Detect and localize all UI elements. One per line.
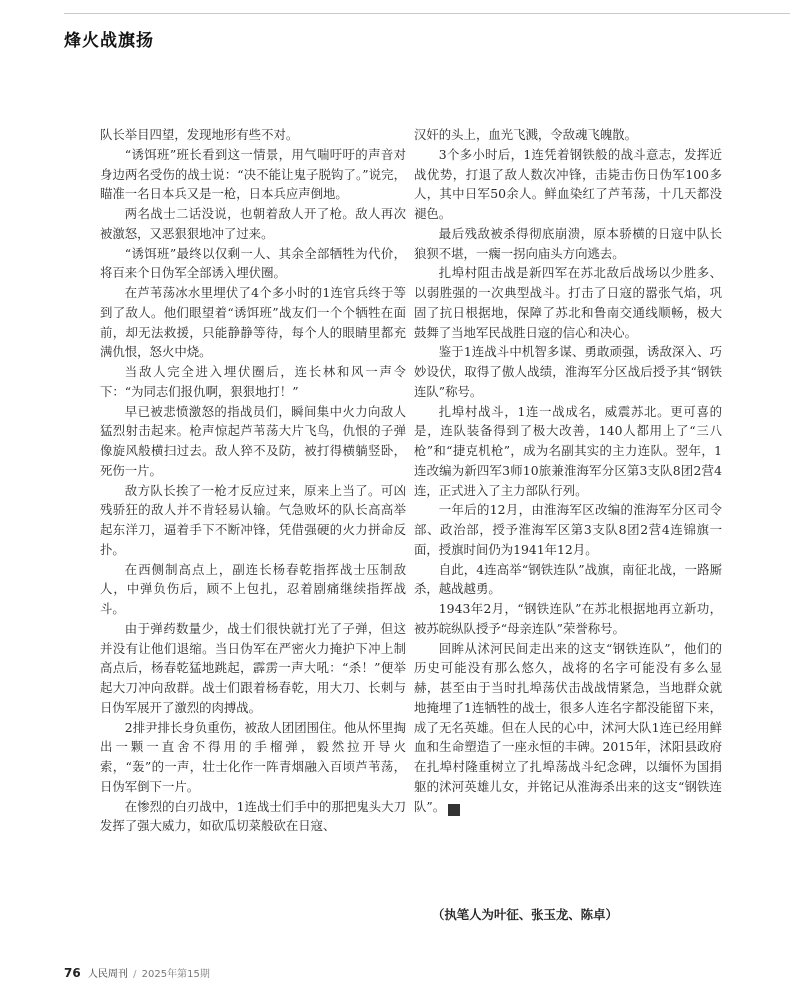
author-byline: （执笔人为叶征、张玉龙、陈卓） (432, 907, 618, 922)
article-paragraph: 3个多小时后，1连凭着钢铁般的战斗意志，发挥近战优势，打退了敌人数次冲锋，击毙击伤日伪军100多人，其中日军50余人。鲜血染红了芦苇荡，十几天都没褪色。 (414, 146, 722, 221)
page-footer (64, 965, 210, 980)
article-column-right (414, 125, 722, 816)
article-paragraph: 1943年2月，“钢铁连队”在苏北根据地再立新功，被苏皖纵队授予“母亲连队”荣誉称号。 (414, 601, 722, 636)
article-paragraph-text: 回眸从沭河民间走出来的这支“钢铁连队”，他们的历史可能没有那么悠久，战将的名字可能没有多么显赫，甚至由于当时扎埠荡伏击战战情紧急，当地群众就地掩埋了1连牺牲的战士，很多人连名字都没能留下来，成了无名英雄。但在人民的心中，沭河大队1连已经用鲜血和生命塑造了一座永恒的丰碑。2015年，沭阳县政府在扎埠村隆重树立了扎埠荡战斗纪念碑，以缅怀为国捐躯的沭河英雄儿女，并铭记从淮海杀出来的这支“钢铁连队”。 (414, 640, 722, 814)
article-paragraph: 一年后的12月，由淮海军区改编的淮海军分区司令部、政治部，授予淮海军区第3支队8团2营4连锦旗一面，授旗时间仍为1941年12月。 (414, 502, 722, 557)
article-paragraph: 扎埠村战斗，1连一战成名，威震苏北。更可喜的是，连队装备得到了极大改善，140人都用上了“三八枪”和“捷克机枪”，成为名副其实的主力连队。翌年，1连改编为新四军3师10旅兼淮海军分区第3支队8团2营4连，正式进入了主力部队行列。 (414, 403, 722, 498)
top-rule (64, 13, 790, 14)
article-paragraph: 队长举目四望，发现地形有些不对。 (100, 127, 299, 142)
article-paragraph: 当敌人完全进入埋伏圈后，连长林和风一声令下：“为同志们报仇啊，狠狠地打！” (100, 364, 406, 399)
article-paragraph: 早已被悲愤激怒的指战员们，瞬间集中火力向敌人猛烈射击起来。枪声惊起芦苇荡大片飞鸟，仇恨的子弹像旋风般横扫过去。敌人猝不及防，被打得横躺竖卧，死伤一片。 (100, 403, 406, 478)
article-end-mark-icon: K (448, 804, 460, 816)
article-paragraph: 2排尹排长身负重伤，被敌人团团围住。他从怀里掏出一颗一直舍不得用的手榴弹，毅然拉开导火索，“轰”的一声，壮士化作一阵青烟融入百顷芦苇荡，日伪军倒下一片。 (100, 719, 406, 794)
article-paragraph: 扎埠村阻击战是新四军在苏北敌后战场以少胜多、以弱胜强的一次典型战斗。打击了日寇的嚣张气焰，巩固了抗日根据地，保障了苏北和鲁南交通线顺畅，极大鼓舞了当地军民战胜日寇的信心和决心。 (414, 265, 722, 340)
article-paragraph-last (414, 639, 722, 817)
page-number: 76 (64, 966, 81, 980)
article-paragraph: “诱饵班”最终以仅剩一人、其余全部牺牲为代价，将百来个日伪军全部诱入埋伏圈。 (100, 245, 406, 281)
article-paragraph: 自此，4连高举“钢铁连队”战旗，南征北战，一路厮杀，越战越勇。 (414, 561, 722, 597)
issue-number: 2025年第15期 (141, 969, 210, 980)
article-paragraph: 在西侧制高点上，副连长杨春乾指挥战士压制敌人，中弹负伤后，顾不上包扎，忍着剧痛继续指挥战斗。 (100, 561, 406, 616)
article-paragraph: 在惨烈的白刃战中，1连战士们手中的那把鬼头大刀发挥了强大威力，如砍瓜切菜般砍在日寇、 (100, 798, 406, 834)
article-paragraph: “诱饵班”班长看到这一情景，用气喘吁吁的声音对身边两名受伤的战士说：“决不能让鬼子脱钩了。”说完，瞄准一名日本兵又是一枪，日本兵应声倒地。 (100, 146, 406, 202)
article-paragraph: 最后残敌被杀得彻底崩溃，原本骄横的日寇中队长狼狈不堪，一瘸一拐向庙头方向逃去。 (414, 225, 722, 261)
article-paragraph: 鉴于1连战斗中机智多谋、勇敢顽强，诱敌深入、巧妙设伏，取得了傲人战绩，淮海军分区战后授予其“钢铁连队”称号。 (414, 344, 722, 399)
article-paragraph: 在芦苇荡冰水里埋伏了4个多小时的1连官兵终于等到了敌人。他们眼望着“诱饵班”战友们一个个牺牲在面前，却无法救援，只能静静等待，每个人的眼睛里都充满仇恨，怒火中烧。 (100, 285, 406, 360)
article-paragraph: 两名战士二话没说，也朝着敌人开了枪。敌人再次被激怒，又恶狠狠地冲了过来。 (100, 206, 406, 241)
article-paragraph: 由于弹药数量少，战士们很快就打光了子弹，但这并没有让他们退缩。当日伪军在严密火力掩护下冲上制高点后，杨春乾猛地跳起，霹雳一声大吼：“杀！”便举起大刀冲向敌群。战士们跟着杨春乾，用大刀、长刺与日伪军展开了激烈的肉搏战。 (100, 620, 406, 715)
article-paragraph: 汉奸的头上，血光飞溅，令敌魂飞魄散。 (414, 127, 638, 142)
section-title: 烽火战旗扬 (64, 31, 154, 51)
article-paragraph: 敌方队长挨了一枪才反应过来，原来上当了。可凶残骄狂的敌人并不肯轻易认输。气急败坏的队长高高举起东洋刀，逼着手下不断冲锋，凭借强硬的火力拼命反扑。 (100, 482, 406, 557)
publication-name: 人民周刊 (87, 969, 128, 980)
footer-separator: / (133, 969, 137, 980)
article-column-left (100, 125, 406, 836)
